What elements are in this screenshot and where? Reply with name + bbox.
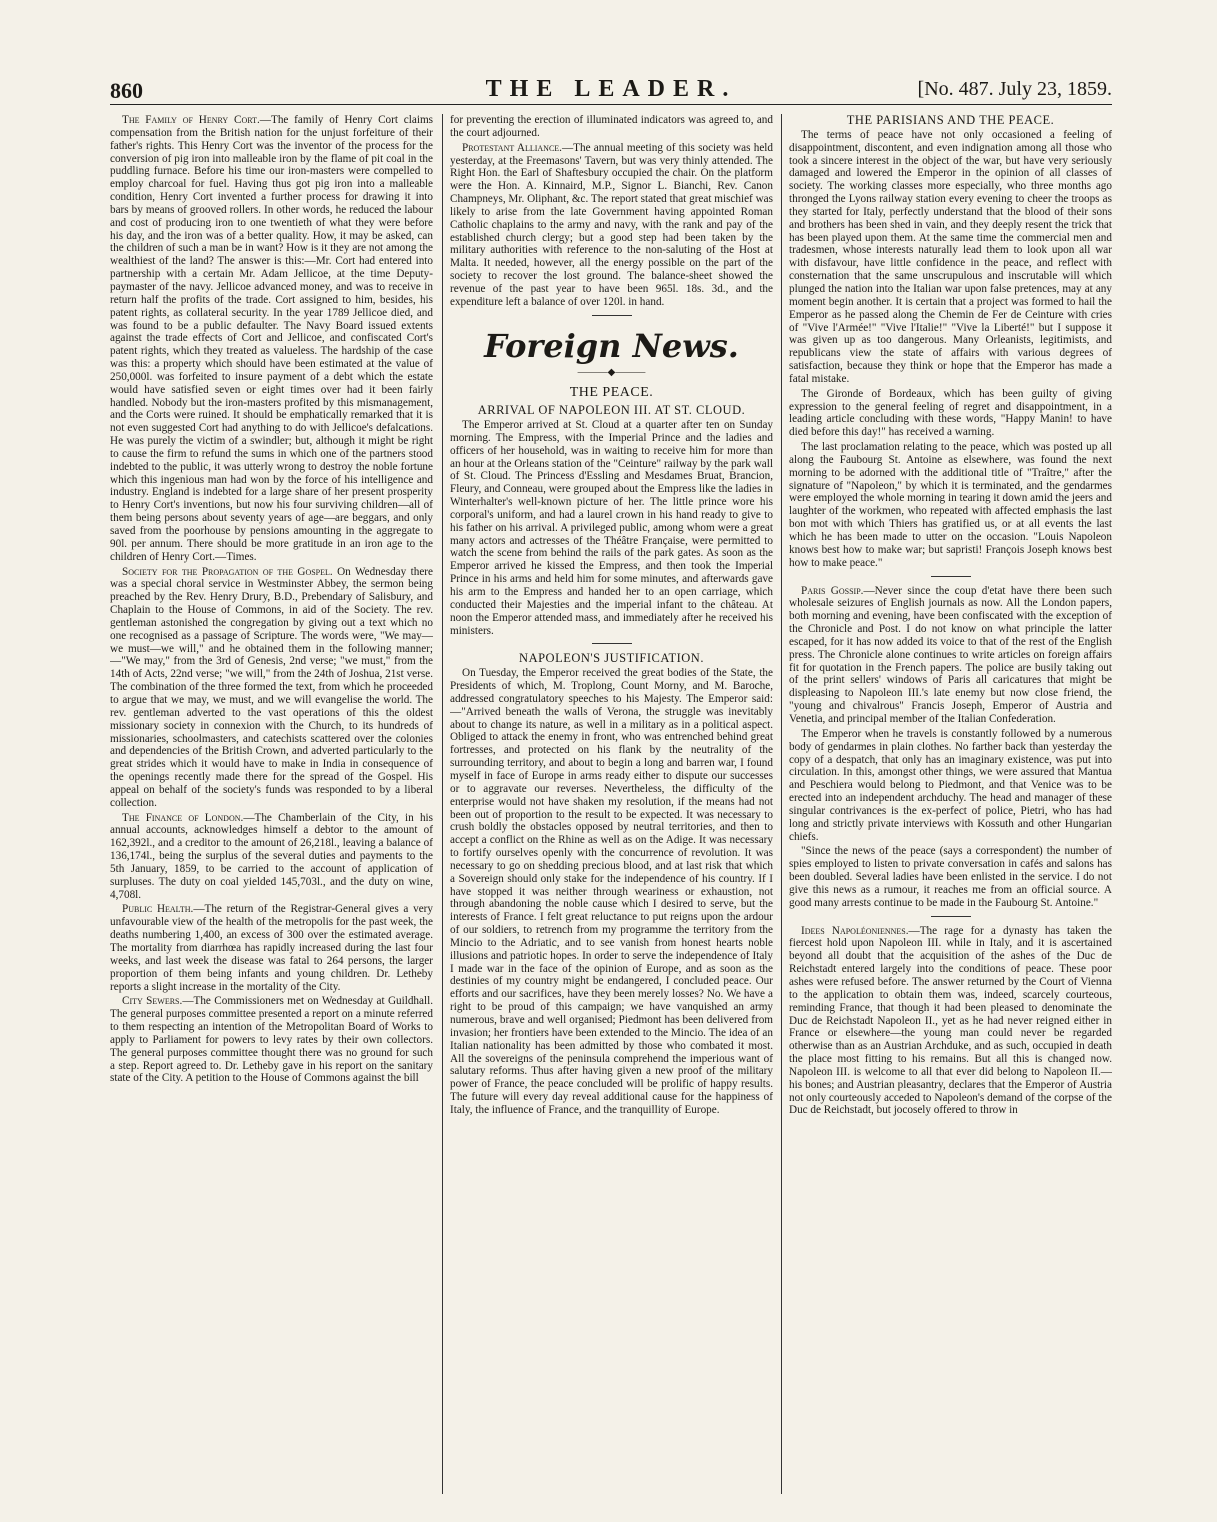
page-number: 860 [110,78,143,103]
article-body: —The return of the Registrar-General gives a very unfavourable view of the health of the metropolis for the past week, the deaths numbering 1,400, an excess of 300 over the estimated average. The mortality from diarrhœa has rapidly increased during the last four weeks, and last week the disease was fatal to 264 persons, the larger proportion of them being infants and young children. Dr. Letheby reports a slight increase in the mortality of the City. [110,903,433,993]
article-public-health [110,903,433,993]
masthead-title: THE LEADER. [485,76,737,102]
article-arrival-body: The Emperor arrived at St. Cloud at a quarter after ten on Sunday morning. The Empress, with the Imperial Prince and the ladies and officers of her household, was in waiting to receive him for more than an hour at the Orleans station of the "Ceinture" railway by the park wall of St. Cloud. The Princess d'Essling and Mesdames Bruat, Brancion, Fleury, and Conneau, were grouped about the Empress like the ladies in Winterhalter's well-known picture of her. The little prince wore his corporal's uniform, and had a laurel crown in his hand ready to give to his father on his arrival. A privileged public, among whom were a great many actors and actresses of the Théâtre Française, were permitted to watch the scene from behind the rails of the park gates. As soon as the Emperor arrived he kissed the Empress, and then took the Imperial Prince in his arms and held him for some minutes, and afterwards gave his arm to the Empress and handed her to an open carriage, which conducted their Majesties and the imperial infant to the château. At noon the Emperor attended mass, and immediately after he received his ministers. [450,419,773,637]
page-header [110,76,1112,105]
column-right [789,114,1112,1494]
column-middle [450,114,773,1494]
article-spies: "Since the news of the peace (says a correspondent) the number of spies employed to listen to private conversation in cafés and salons has been doubled. Several ladies have been enlisted in the service. I do not give this news as a rumour, it reaches me from an official source. A good many arrests continue to be made in the Faubourg St. Antoine." [789,845,1112,909]
article-body: —Never since the coup d'etat have there been such wholesale seizures of English journals as now. All the London papers, both morning and evening, have been confiscated with the exception of the Chronicle and Post. I do not know on what principle the latter escaped, for it has now added its voice to that of the rest of the English press. The Chronicle alone continues to write articles on foreign affairs fit for quotation in the French papers. The police are busily taking out of the print sellers' windows of Paris all caricatures that might be displeasing to Napoleon III.'s late enemy but now close friend, the "young and chivalrous" Francis Joseph, Emperor of Austria and Venetia, and principal member of the Italian Confederation. [789,584,1112,725]
article-heading: Idees Napoléoniennes. [801,924,909,937]
article-body: —The Chamberlain of the City, in his annual accounts, acknowledges himself a debtor to the amount of 162,392l., and a creditor to the amount of 26,218l., leaving a balance of 136,174l., being the surplus of the several duties and payments to the 5th January, 1859, to be carried to the account of application of surpluses. The duty on coal yielded 145,703l., and the duty on wine, 4,708l. [110,811,433,901]
divider [931,916,971,917]
article-body: —The rage for a dynasty has taken the fiercest hold upon Napoleon III. while in Italy, and it is ascertained beyond all doubt that the acquisition of the ashes of the Duc de Reichstadt entered largely into the conditions of peace. These poor ashes were refused before. The answer returned by the Court of Vienna to the application to obtain them was, indeed, scarcely courteous, reminding France, that though it had been pleased to denominate the Duc de Reichstadt Napoleon II., yet as he had never reigned either in France or elsewhere—the young man could never be regarded otherwise than as an Austrian Archduke, and as such, occupied in death the place most fitting to his remains. But all this is changed now. Napoleon III. is welcome to all that ever did belong to Napoleon II.—his bones; and Austrian pleasantry, declares that the Emperor of Austria not only courteously acceded to Napoleon's demand of the corpse of the Duc de Reichstadt, but jocosely offered to throw in [789,924,1112,1117]
heading-napoleons-justification: NAPOLEON'S JUSTIFICATION. [519,651,704,666]
column-rule [781,114,782,1494]
ornament-rule: ———◆——— [577,366,646,378]
article-propagation-gospel [110,566,433,810]
article-body: —The family of Henry Cort claims compensation from the British nation for the unjust forfeiture of their father's rights. This Henry Cort was the inventor of the process for the conversion of pig iron into malleable iron by the flame of pit coal in the puddling furnace. Before his time our iron-masters were compelled to employ charcoal for fuel. Having thus got pig iron into a malleable condition, Henry Cort invented a further process for drawing it into bars by means of grooved rollers. In other words, he reduced the labour and cost of producing iron to one twentieth of what they were before his day, and the iron was of a better quality. How, it may be asked, can the children of such a man be in want? How is it they are not among the wealthiest of the land? The answer is this:—Mr. Cort had entered into partnership with a certain Mr. Adam Jellicoe, at the time Deputy-paymaster of the navy. Jellicoe advanced money, and was to receive in return half the profits of the trade. Cort assigned to him, besides, his patent rights, as collateral security. In the year 1789 Jellicoe died, and was found to be a public defaulter. The Navy Board issued extents against the trade effects of Cort and Jellicoe, and confiscated Cort's patent rights, which they treated as valueless. The hardship of the case was this: a property which should have been estimated at the value of 250,000l. was forfeited to insure payment of a debt which the estate would have satisfied seven or eight times over had it been fairly handled. Nobody but the iron-masters profited by this mismanagement, and the Corts were ruined. It should be emphatically remarked that it is not even suggested Cort had anything to do with Jellicoe's defalcations. He was purely the victim of a swindler; but, although it might be right to cause the firm to refund the sums in which one of the partners stood indebted to the public, it was utterly wrong to destroy the noble fortune which this ingenious man had won by the force of his intelligence and industry. England is indebted for a large share of her present prosperity to Henry Cort's inventions, but now his four surviving children—all of them being persons about seventy years of age—are beggars, and only saved from the poorhouse by pensions amounting in the aggregate to 90l. per annum. There should be more gratitude in an iron age to the children of Henry Cort.—Times. [110,114,433,563]
article-heading: Protestant Alliance. [462,141,562,154]
divider [592,643,632,644]
article-heading: Paris Gossip. [801,584,864,597]
article-gironde: The Gironde of Bordeaux, which has been guilty of giving expression to the general feeling of regret and disappointment, in a leading article concluding with these words, "Happy Manin! to have died before this day!" has received a warning. [789,387,1112,439]
article-heading: Society for the Propagation of the Gospel. [122,565,333,578]
article-paris-gossip [789,585,1112,726]
article-finance-london [110,812,433,902]
article-body: On Wednesday there was a special choral service in Westminster Abbey, the sermon being preached by the Rev. Henry Drury, B.D., Prebendary of Salisbury, and Chaplain to the House of Commons, in aid of the Society. The rev. gentleman astonished the congregation by giving out a text which no one recognised as a passage of Scripture. The words were, "We may—we must—we will," and he obtained them in the following manner;—"We may," from the 3rd of Genesis, 2nd verse; "we must," from the 14th of Acts, 22nd verse; "we will," from the 24th of Joshua, 21st verse. The combination of the three formed the text, from which he proceeded to argue that we may, we must, and we will evangelise the world. The rev. gentleman adverted to the vast operations of this the oldest missionary society in connexion with the Church, to its hundreds of missionaries, schoolmasters, and catechists scattered over the colonies and dependencies of the British Crown, and adverted particularly to the great strides which it would have to make in India in consequence of the openings recently made there for the spread of the Gospel. His appeal on behalf of the society's funds was responded to by a liberal collection. [110,565,433,809]
section-heading-foreign-news: Foreign News. [484,326,739,365]
article-heading: The Finance of London. [122,811,244,824]
heading-parisians-and-peace: THE PARISIANS AND THE PEACE. [846,114,1055,127]
article-last-proclamation: The last proclamation relating to the peace, which was posted up all along the Faubourg St. Antoine as elsewhere, was found the next morning to be adorned with the additional title of "Traître," after the signature of "Napoleon," by which it is terminated, and the gendarmes were employed the whole morning in tearing it down amid the jeers and laughter of the workmen, who repeated with affected emphasis the last bon mot with which Thiers has gratified us, or at all events the last which he has been made to utter on the occasion. "Louis Napoleon knows best how to make war; but sapristi! François Joseph knows best how to make peace." [789,441,1112,569]
column-rule [442,114,443,1494]
article-city-sewers [110,995,433,1085]
article-heading: Public Health. [122,903,194,916]
article-body: —The annual meeting of this society was held yesterday, at the Freemasons' Tavern, but was very thinly attended. The Right Hon. the Earl of Shaftesbury occupied the chair. On the platform were the Hon. A. Kinnaird, M.P., Signor L. Bianchi, Rev. Canon Champneys, Mr. Oliphant, &c. The report stated that great mischief was likely to arise from the late Government having appointed Roman Catholic chaplains to the army and navy, with the rank and pay of the established church clergy; but a good step had been taken by the military authorities with reference to the non-saluting of the Host at Malta. It needed, however, all the energy possible on the part of the society to recover the lost ground. The balance-sheet showed the revenue of the past year to have been 965l. 18s. 3d., and the expenditure left a balance of over 120l. in hand. [450,141,773,308]
article-justification-body: On Tuesday, the Emperor received the great bodies of the State, the Presidents of which, M. Troplong, Count Morny, and M. Baroche, addressed congratulatory speeches to his Majesty. The Emperor said:—"Arrived beneath the walls of Verona, the struggle was inevitably about to change its nature, as well in a military as in a political aspect. Obliged to attack the enemy in front, who was entrenched behind great fortresses, and protected on his flank by the neutrality of the surrounding territory, and about to begin a long and barren war, I found myself in face of Europe in arms ready either to dispute our successes or to aggravate our reverses. Nevertheless, the difficulty of the enterprise would not have shaken my resolution, if the means had not been out of proportion to the result to be expected. It was necessary to crush boldly the obstacles opposed by neutral territories, and then to accept a conflict on the Rhine as well as on the Adige. It was necessary to fortify ourselves openly with the concurrence of revolution. It was necessary to go on shedding precious blood, and at last risk that which a Sovereign should only stake for the independence of his country. If I have stopped it was neither through weariness or exhaustion, not through abandoning the noble cause which I desired to serve, but the interests of France. I felt great reluctance to put reigns upon the ardour of our soldiers, to retrench from my programme the territory from the Mincio to the Adriatic, and to see vanish from honest hearts noble illusions and patriotic hopes. In order to serve the independence of Italy I made war in the face of the opinion of Europe, and as soon as the destinies of my country might be endangered, I concluded peace. Our efforts and our sacrifices, have they been merely losses? No. We have a right to be proud of this campaign; we have vanquished an army numerous, brave and well organised; Piedmont has been delivered from invasion; her frontiers have been extended to the Mincio. The idea of an Italian nationality has been admitted by those who combated it most. All the sovereigns of the peninsula comprehend the imperious want of salutary reforms. Thus after having given a new proof of the military power of France, the peace concluded will be prolific of happy results. The future will every day reveal additional cause for the happiness of Italy, the influence of France, and the tranquillity of Europe. [450,667,773,1116]
article-idees-napoleoniennes [789,925,1112,1118]
article-heading: The Family of Henry Cort. [122,114,260,126]
article-heading: City Sewers. [122,995,183,1008]
article-body: —The Commissioners met on Wednesday at Guildhall. The general purposes committee presented a report on a minute referred to them respecting an intention of the Metropolitan Board of Works to apply to Parliament for powers to levy rates by their own collectors. The general purposes committee thought there was no ground for such a step. Report agreed to. Dr. Letheby gave in his report on the sanitary state of the City. A petition to the House of Commons against the bill [110,995,433,1085]
article-emperor-travels: The Emperor when he travels is constantly followed by a numerous body of gendarmes in plain clothes. No farther back than yesterday the copy of a despatch, that only has an imaginary existence, was put into circulation. In this, amongst other things, we were assured that Mantua and Peschiera would belong to Piedmont, and that Venice was to be erected into an independent archduchy. The head and manager of these singular contrivances is the ex-perfect of police, Pietri, who has had long and strictly private interviews with Kossuth and other Hungarian chiefs. [789,727,1112,843]
article-henry-cort [110,114,433,564]
issue-date: [No. 487. July 23, 1859. [917,78,1112,100]
heading-the-peace: THE PEACE. [569,385,654,401]
heading-arrival-napoleon: ARRIVAL OF NAPOLEON III. AT ST. CLOUD. [477,403,746,418]
article-continuation: for preventing the erection of illuminated indicators was agreed to, and the court adjourned. [450,114,773,139]
article-protestant-alliance [450,142,773,309]
article-parisians-body: The terms of peace have not only occasioned a feeling of disappointment, discontent, and even indignation among all those who took a sincere interest in the object of the war, but have very seriously damaged and lowered the Emperor in the opinion of all classes of society. The working classes more especially, who three months ago thronged the Lyons railway station every evening to cheer the troops as they started for Italy, perfectly understand that the blood of their sons and brothers has been shed in vain, and they deeply resent the trick that has been played upon them. At the same time the commercial men and tradesmen, whose interests naturally lead them to look upon all war with disfavour, have little confidence in the peace, and reflect with consternation that the same unscrupulous and inscrutable will which plunged the nation into the Italian war upon false pretences, may at any moment begin another. It is certain that a project was formed to hail the Emperor as he passed along the Chemin de Fer de Ceinture with cries of "Vive l'Armée!" "Vive l'Italie!" "Vive la Liberté!" but I suppose it was given up as too dangerous. Many Orleanists, legitimists, and republicans view the state of affairs with various degrees of satisfaction, because they think or hope that the Emperor has made a fatal mistake. [789,128,1112,385]
divider [592,315,632,316]
divider [931,576,971,577]
column-left [110,114,433,1494]
